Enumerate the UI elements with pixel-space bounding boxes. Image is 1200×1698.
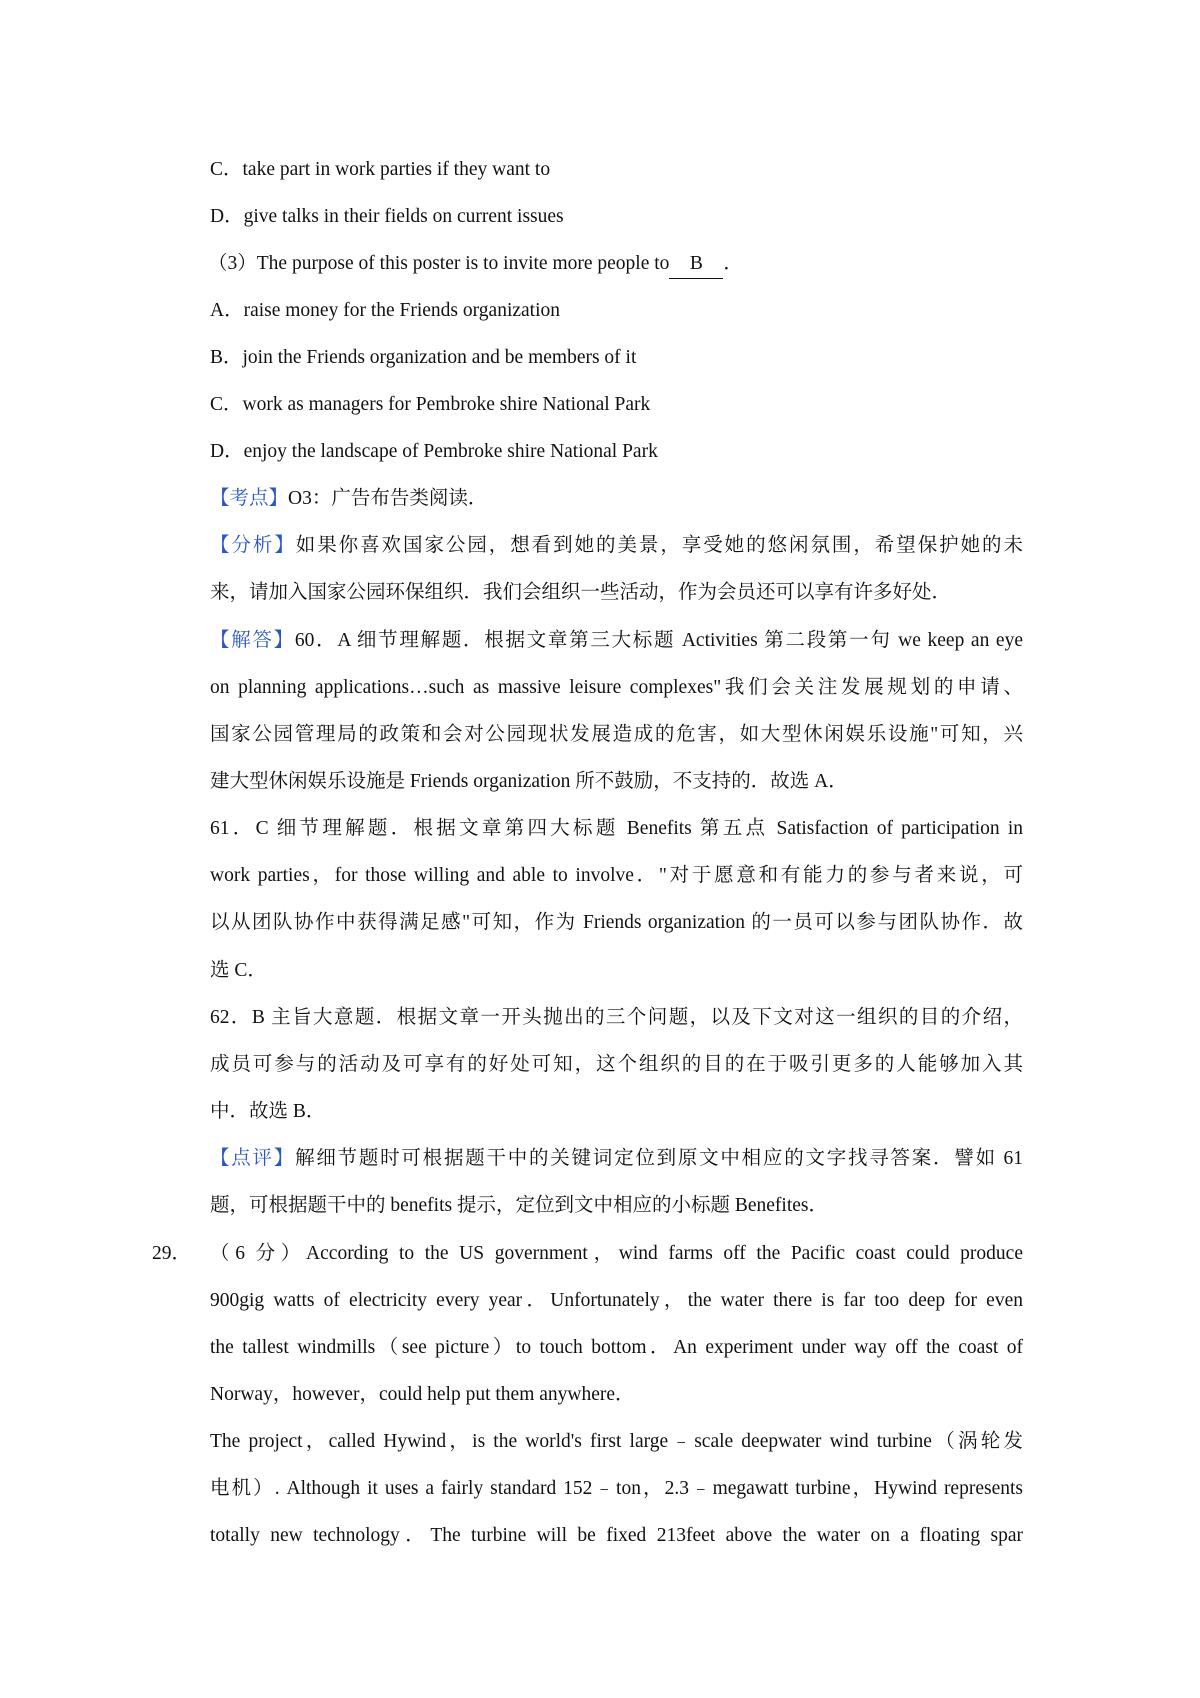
q3-option-c: C．work as managers for Pembroke shire National Park	[210, 394, 651, 415]
fenxi-line-2: 来，请加入国家公园环保组织．我们会组织一些活动，作为会员还可以享有许多好处．	[210, 582, 952, 603]
q29-line-7: totally new technology．The turbine will be fixed 213feet above the water on a floating spar	[210, 1525, 1023, 1546]
q3-stem-end: ．	[723, 253, 743, 274]
jieda-line-7: 以从团队协作中获得满足感"可知，作为 Friends organization 的一员可以参与团队协作．故	[210, 912, 1023, 933]
q3-stem	[208, 250, 743, 279]
q3-answer-blank: B	[669, 250, 723, 279]
q2-option-d: D．give talks in their fields on current issues	[210, 206, 564, 227]
jieda-tag: 【解答】	[210, 630, 295, 651]
q2-option-c: C．take part in work parties if they want to	[210, 159, 551, 180]
q29-line-1: （6 分）According to the US government，wind farms off the Pacific coast could produce	[210, 1243, 1023, 1264]
jieda-line-8: 选 C．	[210, 960, 267, 981]
jieda-line-4: 建大型休闲娱乐设施是 Friends organization 所不鼓励，不支持的．故选 A．	[210, 771, 848, 792]
jieda-line-2: on planning applications…such as massive leisure complexes"我们会关注发展规划的申请、	[210, 677, 1023, 698]
q3-stem-text: （3）The purpose of this poster is to invite more people to	[208, 253, 670, 274]
q29-line-3: the tallest windmills（see picture）to touch bottom．An experiment under way off the coast of	[210, 1337, 1023, 1358]
kaodian-line	[210, 485, 487, 513]
q3-option-d: D．enjoy the landscape of Pembroke shire National Park	[210, 441, 658, 462]
jieda-line-5: 61．C 细节理解题．根据文章第四大标题 Benefits 第五点 Satisfaction of participation in	[210, 818, 1023, 839]
q29-line-6: 电机）. Although it uses a fairly standard 152﹣ton，2.3﹣megawatt turbine，Hywind represents	[210, 1478, 1023, 1499]
q3-option-a: A．raise money for the Friends organization	[210, 300, 561, 321]
kaodian-text: O3：广告布告类阅读．	[288, 488, 488, 509]
q29-line-4: Norway，however，could help put them anywhere．	[210, 1384, 635, 1405]
fenxi-line-1: 【分析】如果你喜欢国家公园，想看到她的美景，享受她的悠闲氛围，希望保护她的未	[210, 535, 1023, 556]
dianping-line-1: 【点评】解细节题时可根据题干中的关键词定位到原文中相应的文字找寻答案．譬如 61	[210, 1148, 1023, 1169]
q29-number: 29．	[152, 1243, 192, 1264]
jieda-line-3: 国家公园管理局的政策和会对公园现状发展造成的危害，如大型休闲娱乐设施"可知，兴	[210, 724, 1023, 745]
jieda-line-9: 62．B 主旨大意题．根据文章一开头抛出的三个问题，以及下文对这一组织的目的介绍，	[210, 1007, 1023, 1028]
jieda-line-10: 成员可参与的活动及可享有的好处可知，这个组织的目的在于吸引更多的人能够加入其	[210, 1054, 1023, 1075]
jieda-line-1: 【解答】60．A 细节理解题．根据文章第三大标题 Activities 第二段第一句 we keep an eye	[210, 630, 1023, 651]
q29-line-5: The project，called Hywind，is the world's first large﹣scale deepwater wind turbine（涡轮发	[210, 1431, 1023, 1452]
kaodian-tag: 【考点】	[210, 488, 289, 509]
jieda-line-6: work parties，for those willing and able to involve．"对于愿意和有能力的参与者来说，可	[210, 865, 1023, 886]
fenxi-tag: 【分析】	[210, 535, 296, 556]
jieda-line-11: 中．故选 B．	[210, 1101, 326, 1122]
dianping-tag: 【点评】	[210, 1148, 296, 1169]
q29-line-2: 900gig watts of electricity every year．Unfortunately，the water there is far too deep for even	[210, 1290, 1023, 1311]
dianping-line-2: 题，可根据题干中的 benefits 提示，定位到文中相应的小标题 Benefites．	[210, 1195, 828, 1216]
q3-option-b: B．join the Friends organization and be members of it	[210, 347, 637, 368]
